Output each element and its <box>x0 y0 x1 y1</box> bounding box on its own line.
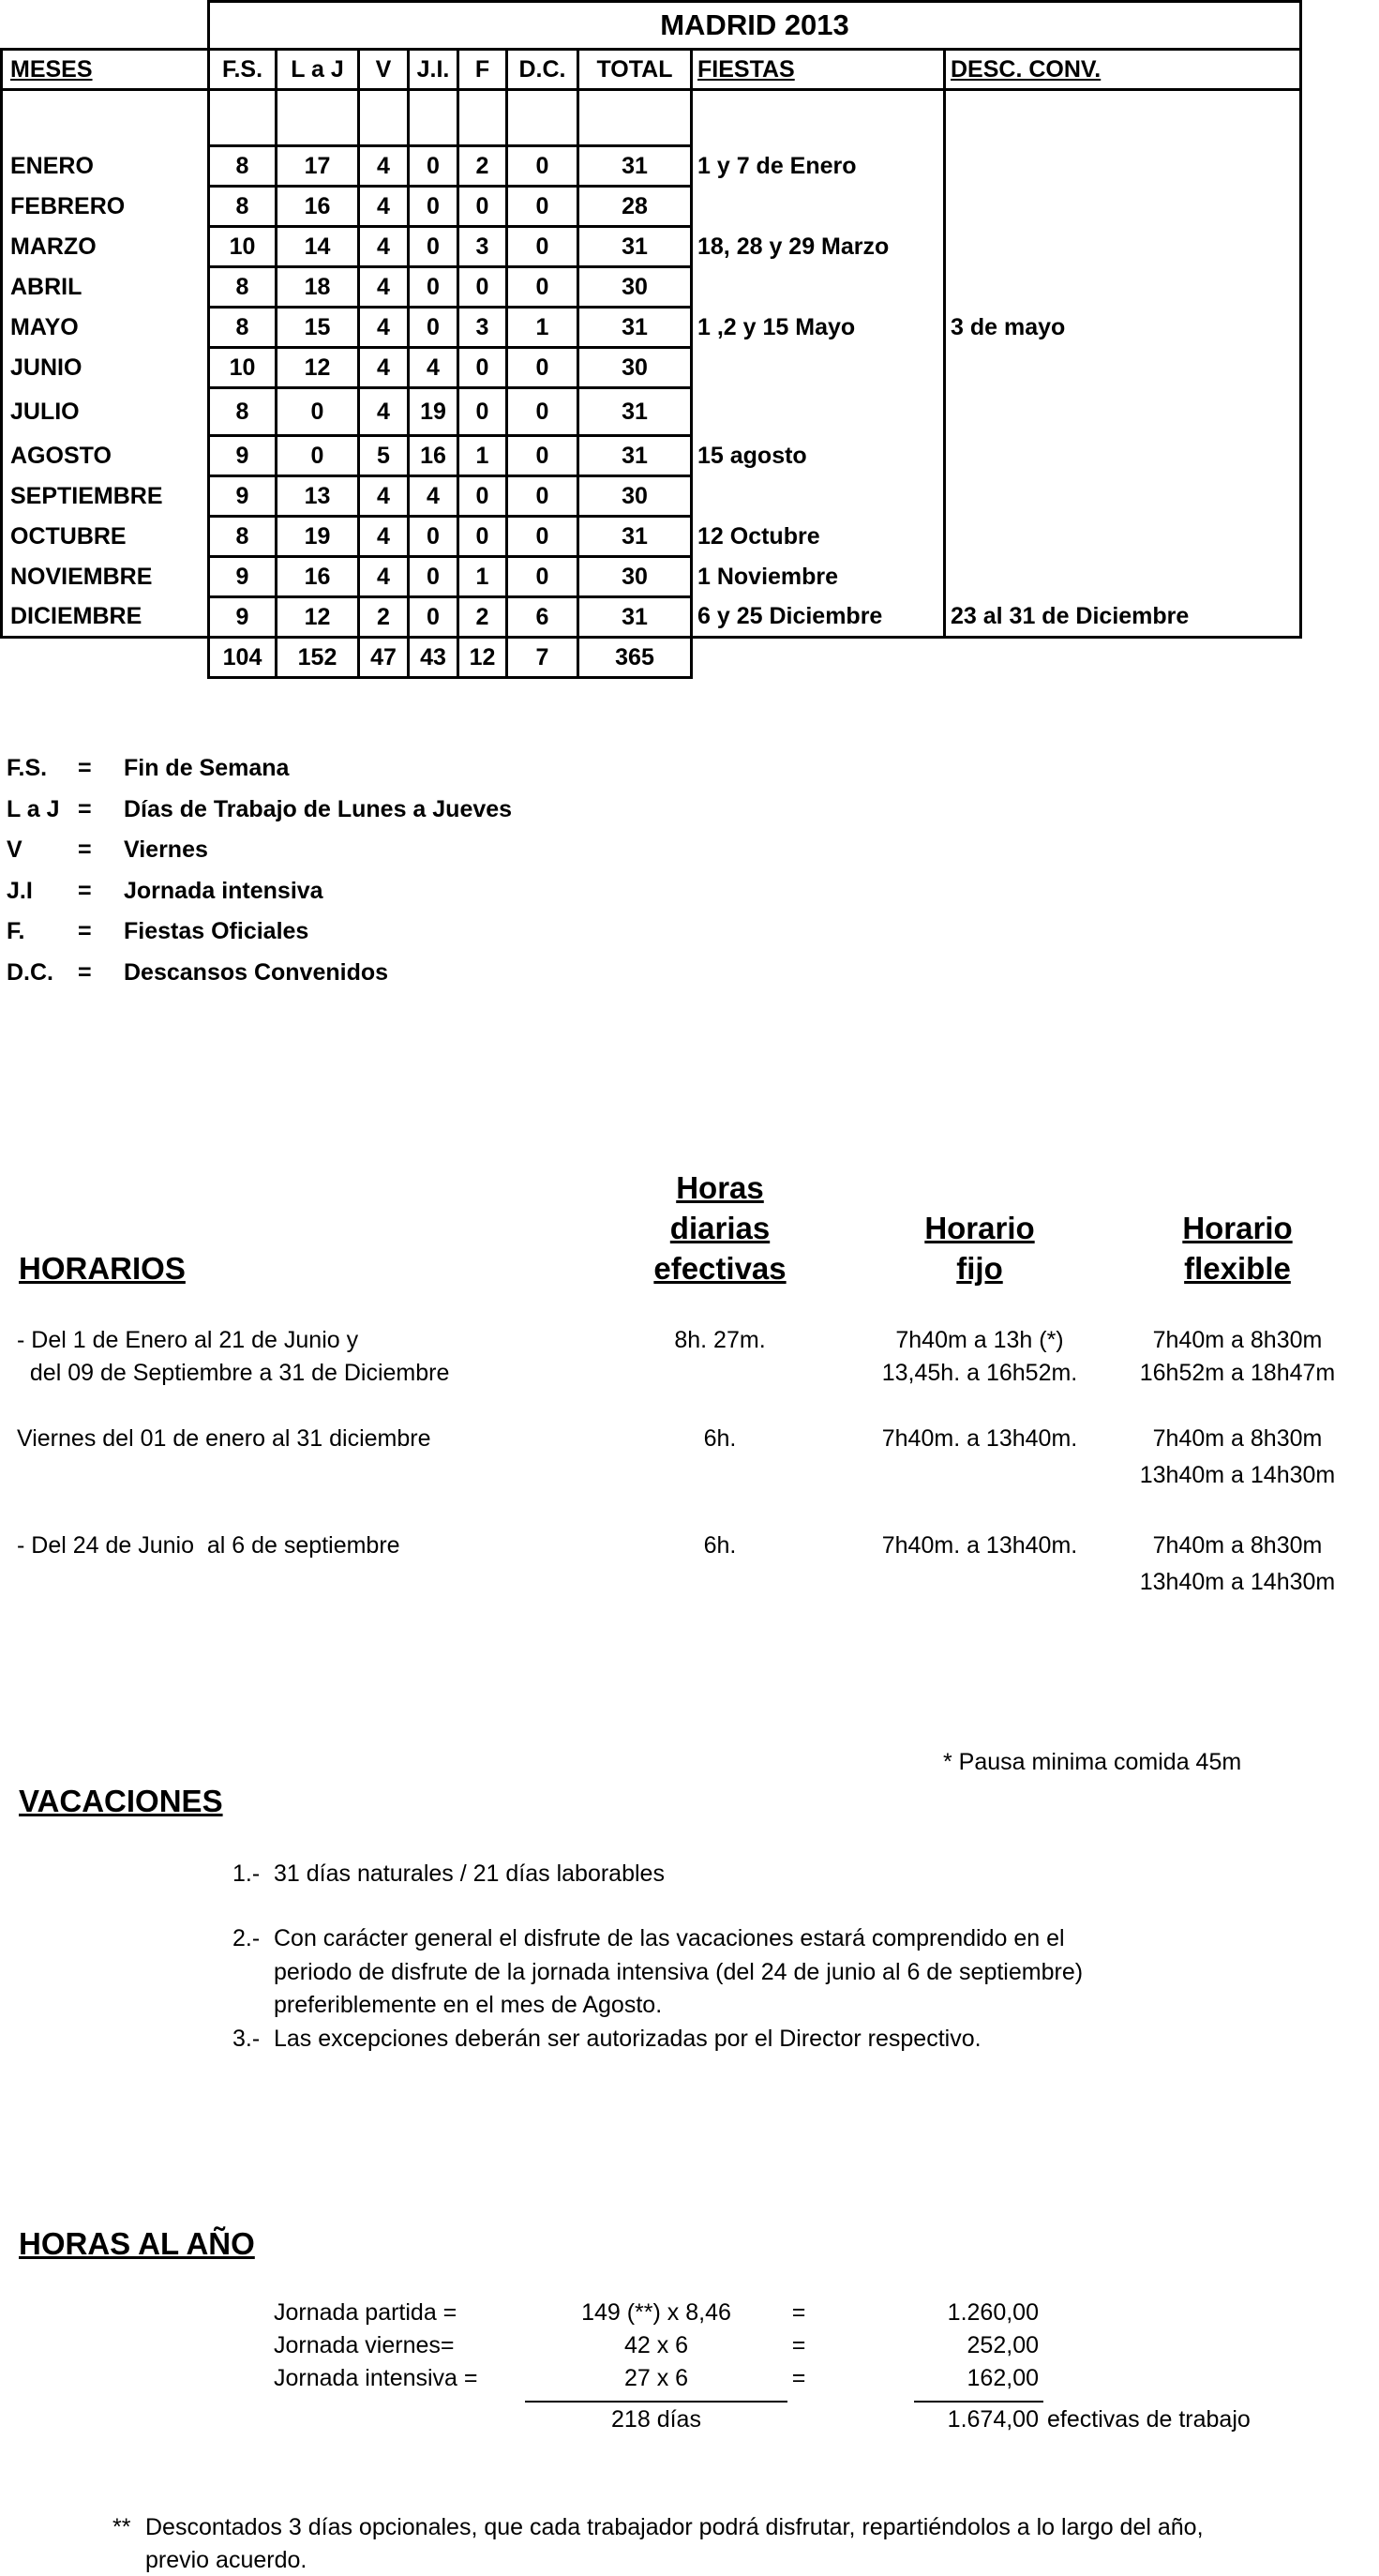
legend-desc: Jornada intensiva <box>124 877 323 904</box>
month-ji: 0 <box>409 187 458 227</box>
hours-equals: = <box>791 2332 806 2358</box>
month-ji: 0 <box>409 308 458 348</box>
vacaciones-item-text: 31 días naturales / 21 días laborables <box>274 1860 665 1887</box>
calendar-header-row <box>2 50 1301 90</box>
month-ji: 0 <box>409 146 458 187</box>
month-dc: 1 <box>507 308 578 348</box>
month-fiestas <box>692 187 945 227</box>
month-ji: 16 <box>409 436 458 476</box>
month-fiestas: 1 y 7 de Enero <box>692 146 945 187</box>
month-dc: 0 <box>507 557 578 597</box>
horario-periodo: - Del 24 de Junio al 6 de septiembre <box>17 1532 400 1559</box>
month-row <box>2 146 1301 187</box>
month-laj: 19 <box>277 517 359 557</box>
month-name: JUNIO <box>2 348 209 388</box>
month-v: 4 <box>359 227 409 267</box>
calc-sum-line <box>525 2401 787 2403</box>
month-name: FEBRERO <box>2 187 209 227</box>
month-f: 3 <box>458 308 507 348</box>
total-ji: 43 <box>409 638 458 678</box>
hours-calc: 149 (**) x 8,46 <box>581 2299 731 2326</box>
month-row <box>2 348 1301 388</box>
month-desc-conv <box>945 476 1301 517</box>
horario-flexible: 7h40m a 8h30m <box>1152 1327 1323 1353</box>
hours-result: 1.260,00 <box>947 2299 1039 2326</box>
month-laj: 12 <box>277 597 359 638</box>
horario-horas: 6h. <box>703 1532 737 1559</box>
total-total: 365 <box>578 638 692 678</box>
month-dc: 0 <box>507 436 578 476</box>
header-ji: J.I. <box>409 50 458 90</box>
month-fiestas <box>692 388 945 436</box>
legend-abbr: V <box>7 836 22 863</box>
vacaciones-item-number: 1.- <box>232 1860 261 1887</box>
hours-result: 252,00 <box>967 2332 1039 2358</box>
hours-calc: 27 x 6 <box>623 2365 689 2391</box>
flex-line-2: flexible <box>1184 1251 1291 1286</box>
legend-desc: Fin de Semana <box>124 755 290 781</box>
month-total: 28 <box>578 187 692 227</box>
month-v: 4 <box>359 557 409 597</box>
month-fiestas <box>692 348 945 388</box>
hours-equals: = <box>791 2365 806 2391</box>
horas-ano-title: HORAS AL AÑO <box>19 2226 255 2261</box>
month-ji: 0 <box>409 597 458 638</box>
horas-line-2: diarias <box>669 1211 771 1245</box>
month-desc-conv: 23 al 31 de Diciembre <box>945 597 1301 638</box>
month-f: 2 <box>458 597 507 638</box>
month-fiestas: 15 agosto <box>692 436 945 476</box>
month-fiestas: 18, 28 y 29 Marzo <box>692 227 945 267</box>
vacaciones-item-number: 3.- <box>232 2026 261 2052</box>
month-dc: 0 <box>507 476 578 517</box>
month-dc: 0 <box>507 187 578 227</box>
header-laj: L a J <box>277 50 359 90</box>
month-dc: 0 <box>507 267 578 308</box>
horario-periodo: Viernes del 01 de enero al 31 diciembre <box>17 1425 431 1452</box>
month-f: 0 <box>458 476 507 517</box>
month-dc: 0 <box>507 146 578 187</box>
month-fs: 9 <box>209 597 277 638</box>
month-name: AGOSTO <box>2 436 209 476</box>
month-fiestas <box>692 476 945 517</box>
month-dc: 0 <box>507 227 578 267</box>
month-laj: 16 <box>277 557 359 597</box>
month-f: 3 <box>458 227 507 267</box>
legend-desc: Fiestas Oficiales <box>124 918 309 944</box>
month-laj: 13 <box>277 476 359 517</box>
month-fiestas <box>692 267 945 308</box>
hours-label: Jornada viernes= <box>274 2332 455 2358</box>
month-v: 4 <box>359 187 409 227</box>
month-total: 30 <box>578 557 692 597</box>
horario-fijo: 13,45h. a 16h52m. <box>881 1360 1078 1386</box>
month-name: SEPTIEMBRE <box>2 476 209 517</box>
horario-flexible: 7h40m a 8h30m <box>1152 1425 1323 1452</box>
legend-abbr: L a J <box>7 795 60 822</box>
legend-abbr: F.S. <box>7 755 48 781</box>
footnote-mark: ** <box>112 2514 131 2540</box>
month-desc-conv <box>945 557 1301 597</box>
vacaciones-item-text: preferiblemente en el mes de Agosto. <box>274 1992 663 2018</box>
month-laj: 12 <box>277 348 359 388</box>
month-laj: 0 <box>277 388 359 436</box>
legend-eq: = <box>78 836 92 863</box>
vacaciones-item-text: periodo de disfrute de la jornada intensiva (del 24 de junio al 6 de septiembre) <box>274 1958 1084 1985</box>
month-dc: 0 <box>507 348 578 388</box>
header-v: V <box>359 50 409 90</box>
month-fs: 9 <box>209 557 277 597</box>
month-name: JULIO <box>2 388 209 436</box>
month-row <box>2 388 1301 436</box>
month-total: 31 <box>578 517 692 557</box>
horario-flexible: 13h40m a 14h30m <box>1139 1569 1336 1595</box>
month-v: 4 <box>359 476 409 517</box>
month-desc-conv <box>945 348 1301 388</box>
legend-eq: = <box>78 755 92 781</box>
horario-fijo: 7h40m a 13h (*) <box>895 1327 1064 1353</box>
horario-periodo: del 09 de Septiembre a 31 de Diciembre <box>17 1360 450 1386</box>
total-laj: 152 <box>277 638 359 678</box>
total-fs: 104 <box>209 638 277 678</box>
hours-label: Jornada intensiva = <box>274 2365 478 2391</box>
footnote-line-1: Descontados 3 días opcionales, que cada trabajador podrá disfrutar, repartiéndolos a lo largo del año, <box>145 2514 1204 2540</box>
month-laj: 0 <box>277 436 359 476</box>
horario-flexible: 13h40m a 14h30m <box>1139 1462 1336 1488</box>
month-fs: 10 <box>209 348 277 388</box>
pausa-note: * Pausa minima comida 45m <box>943 1749 1242 1775</box>
horario-fijo: 7h40m. a 13h40m. <box>881 1425 1078 1452</box>
total-hours-suffix: efectivas de trabajo <box>1047 2406 1251 2433</box>
month-row <box>2 308 1301 348</box>
result-sum-line <box>914 2401 1043 2403</box>
month-v: 2 <box>359 597 409 638</box>
month-ji: 0 <box>409 557 458 597</box>
month-laj: 16 <box>277 187 359 227</box>
fijo-line-2: fijo <box>956 1251 1003 1286</box>
header-fs: F.S. <box>209 50 277 90</box>
month-total: 31 <box>578 388 692 436</box>
legend-abbr: D.C. <box>7 958 53 986</box>
month-v: 4 <box>359 517 409 557</box>
month-row <box>2 476 1301 517</box>
month-f: 0 <box>458 187 507 227</box>
month-f: 1 <box>458 436 507 476</box>
month-row <box>2 517 1301 557</box>
month-ji: 0 <box>409 227 458 267</box>
month-row <box>2 436 1301 476</box>
month-row <box>2 187 1301 227</box>
month-f: 0 <box>458 267 507 308</box>
month-fs: 8 <box>209 187 277 227</box>
month-dc: 0 <box>507 517 578 557</box>
header-dc: D.C. <box>507 50 578 90</box>
month-total: 31 <box>578 308 692 348</box>
month-ji: 4 <box>409 348 458 388</box>
legend-eq: = <box>78 918 92 944</box>
header-total: TOTAL <box>578 50 692 90</box>
horas-line-3: efectivas <box>653 1251 787 1286</box>
legend-abbr: J.I <box>7 877 33 904</box>
flex-line-1: Horario <box>1182 1211 1293 1245</box>
month-f: 0 <box>458 348 507 388</box>
month-total: 31 <box>578 146 692 187</box>
month-name: ENERO <box>2 146 209 187</box>
month-name: ABRIL <box>2 267 209 308</box>
footnote-line-2: previo acuerdo. <box>145 2547 307 2573</box>
column-horario-flexible <box>1144 1208 1331 1288</box>
month-total: 31 <box>578 227 692 267</box>
month-v: 5 <box>359 436 409 476</box>
column-horas-diarias <box>626 1167 814 1288</box>
month-v: 4 <box>359 267 409 308</box>
totals-row <box>2 638 1301 678</box>
month-f: 0 <box>458 517 507 557</box>
horario-periodo: - Del 1 de Enero al 21 de Junio y <box>17 1327 359 1353</box>
month-fs: 9 <box>209 476 277 517</box>
hours-result: 162,00 <box>967 2365 1039 2391</box>
vacaciones-item-number: 2.- <box>232 1925 261 1951</box>
hours-label: Jornada partida = <box>274 2299 457 2326</box>
month-desc-conv <box>945 187 1301 227</box>
month-ji: 19 <box>409 388 458 436</box>
month-fiestas: 1 Noviembre <box>692 557 945 597</box>
header-fiestas: FIESTAS <box>692 50 945 90</box>
month-laj: 14 <box>277 227 359 267</box>
month-f: 2 <box>458 146 507 187</box>
horarios-title: HORARIOS <box>19 1251 186 1286</box>
month-fs: 10 <box>209 227 277 267</box>
month-total: 31 <box>578 597 692 638</box>
total-hours: 1.674,00 <box>947 2406 1039 2433</box>
legend-desc: Descansos Convenidos <box>124 958 389 986</box>
month-desc-conv <box>945 227 1301 267</box>
month-ji: 0 <box>409 267 458 308</box>
month-fs: 8 <box>209 267 277 308</box>
month-ji: 0 <box>409 517 458 557</box>
column-horario-fijo <box>886 1208 1073 1288</box>
month-fs: 8 <box>209 388 277 436</box>
month-v: 4 <box>359 348 409 388</box>
month-name: DICIEMBRE <box>2 597 209 638</box>
month-desc-conv <box>945 267 1301 308</box>
month-dc: 0 <box>507 388 578 436</box>
total-days: 218 días <box>611 2406 701 2433</box>
total-v: 47 <box>359 638 409 678</box>
month-desc-conv <box>945 146 1301 187</box>
horario-flexible: 7h40m a 8h30m <box>1152 1532 1323 1559</box>
month-ji: 4 <box>409 476 458 517</box>
month-row <box>2 227 1301 267</box>
horas-line-1: Horas <box>676 1170 764 1205</box>
month-fs: 8 <box>209 517 277 557</box>
month-laj: 15 <box>277 308 359 348</box>
horario-horas: 6h. <box>703 1425 737 1452</box>
month-total: 30 <box>578 267 692 308</box>
month-name: MARZO <box>2 227 209 267</box>
month-laj: 18 <box>277 267 359 308</box>
total-dc: 7 <box>507 638 578 678</box>
header-meses: MESES <box>2 50 209 90</box>
month-desc-conv: 3 de mayo <box>945 308 1301 348</box>
month-desc-conv <box>945 436 1301 476</box>
month-name: NOVIEMBRE <box>2 557 209 597</box>
month-total: 30 <box>578 348 692 388</box>
month-fiestas: 12 Octubre <box>692 517 945 557</box>
month-fiestas: 6 y 25 Diciembre <box>692 597 945 638</box>
vacaciones-item-text: Con carácter general el disfrute de las vacaciones estará comprendido en el <box>274 1925 1065 1951</box>
month-dc: 6 <box>507 597 578 638</box>
month-fiestas: 1 ,2 y 15 Mayo <box>692 308 945 348</box>
legend-eq: = <box>78 877 92 904</box>
month-row <box>2 267 1301 308</box>
month-fs: 9 <box>209 436 277 476</box>
month-row <box>2 557 1301 597</box>
month-name: OCTUBRE <box>2 517 209 557</box>
horario-flexible: 16h52m a 18h47m <box>1139 1360 1336 1386</box>
legend-desc: Días de Trabajo de Lunes a Jueves <box>124 795 513 822</box>
month-laj: 17 <box>277 146 359 187</box>
header-f: F <box>458 50 507 90</box>
calendar-title: MADRID 2013 <box>209 2 1301 50</box>
month-name: MAYO <box>2 308 209 348</box>
hours-calc: 42 x 6 <box>623 2332 689 2358</box>
month-f: 0 <box>458 388 507 436</box>
calendar-table <box>0 0 1302 679</box>
month-total: 31 <box>578 436 692 476</box>
vacaciones-item-text: Las excepciones deberán ser autorizadas por el Director respectivo. <box>274 2026 982 2052</box>
horario-horas: 8h. 27m. <box>674 1327 766 1353</box>
month-v: 4 <box>359 146 409 187</box>
month-desc-conv <box>945 517 1301 557</box>
month-f: 1 <box>458 557 507 597</box>
legend-desc: Viernes <box>124 836 208 863</box>
legend-eq: = <box>78 795 92 822</box>
legend-abbr: F. <box>7 918 25 944</box>
hours-equals: = <box>791 2299 806 2326</box>
month-row <box>2 597 1301 638</box>
month-total: 30 <box>578 476 692 517</box>
month-desc-conv <box>945 388 1301 436</box>
month-v: 4 <box>359 388 409 436</box>
month-v: 4 <box>359 308 409 348</box>
total-f: 12 <box>458 638 507 678</box>
header-desc-conv: DESC. CONV. <box>945 50 1301 90</box>
month-fs: 8 <box>209 308 277 348</box>
fijo-line-1: Horario <box>924 1211 1035 1245</box>
vacaciones-title: VACACIONES <box>19 1784 223 1818</box>
month-fs: 8 <box>209 146 277 187</box>
horario-fijo: 7h40m. a 13h40m. <box>881 1532 1078 1559</box>
legend-eq: = <box>78 958 92 986</box>
